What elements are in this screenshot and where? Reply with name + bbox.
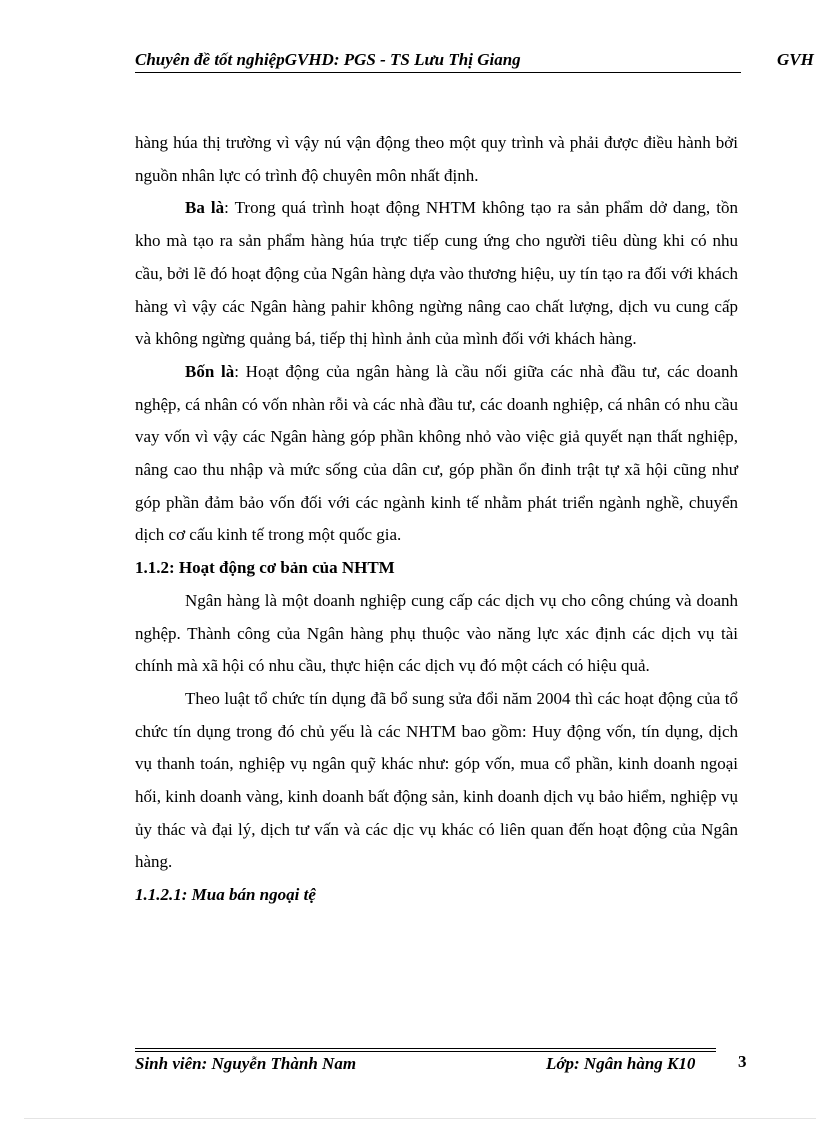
header-title: Chuyên đề tốt nghiệpGVHD: PGS - TS Lưu Thị Giang: [135, 50, 521, 69]
paragraph-bank-services: Ngân hàng là một doanh nghiệp cung cấp các dịch vụ cho công chúng và doanh nghệp. Thành công của Ngân hàng phụ thuộc vào năng lực xác định các dịch vụ tài chính mà xã hội có nhu cầu, thực hiện các dịch vụ đó một cách có hiệu quả.: [135, 590, 738, 676]
page-header: [135, 50, 816, 72]
section-heading-1-1-2: 1.1.2: Hoạt động cơ bản của NHTM: [135, 558, 395, 578]
document-body: [135, 127, 738, 912]
paragraph-ba-la: [135, 192, 738, 356]
section-heading-1-1-2-1: 1.1.2.1: Mua bán ngoại tệ: [135, 885, 316, 905]
footer-rule-top: [135, 1048, 716, 1049]
paragraph-lead: Ba là: [185, 198, 225, 218]
footer-class: Lớp: Ngân hàng K10: [546, 1054, 696, 1073]
page-number: 3: [738, 1052, 747, 1071]
paragraph-credit-law: Theo luật tổ chức tín dụng đã bổ sung sửa đổi năm 2004 thì các hoạt động của tổ chức tín dụng trong đó chủ yếu là các NHTM bao gồm: Huy động vốn, tín dụng, dịch vụ thanh toán, nghiệp vụ ngân quỹ khác như: góp vốn, mua cổ phần, kinh doanh ngoại hối, kinh doanh vàng, kinh doanh bất động sản, kinh doanh dịch vụ bảo hiểm, nghiệp vụ ủy thác và đại lý, dịch tư vấn và các dịc vụ khác có liên quan đến hoạt động của Ngân hàng.: [135, 688, 738, 872]
paragraph-bon-la: [135, 356, 738, 552]
footer-rule-bottom: [135, 1051, 716, 1052]
footer-student: Sinh viên: Nguyễn Thành Nam: [135, 1054, 357, 1073]
header-rule: [135, 72, 741, 73]
paragraph-lead: Bốn là: [185, 361, 235, 381]
paragraph-continuation: hàng húa thị trường vì vậy nú vận động theo một quy trình và phải được điều hành bởi nguồn nhân lực có trình độ chuyên môn nhất định.: [135, 133, 738, 185]
header-right-label: GVH: [777, 50, 814, 69]
paragraph-text: : Trong quá trình hoạt động NHTM không tạo ra sản phẩm dở dang, tồn kho mà tạo ra sản phẩm hàng húa trực tiếp cung ứng cho người tiêu dùng khi có nhu cầu, bởi lẽ đó hoạt động của Ngân hàng dựa vào thương hiệu, uy tín tạo ra đối với khách hàng vì vậy các Ngân hàng pahir không ngừng nâng cao chất lượng, dịch vu cung cấp và không ngừng quảng bá, tiếp thị hình ảnh của mình đối với khách hàng.: [135, 198, 738, 349]
page-footer: [135, 1054, 755, 1078]
page-edge-line: [24, 1118, 816, 1119]
paragraph-text: : Hoạt động của ngân hàng là cầu nối giữa các nhà đầu tư, các doanh nghệp, cá nhân có vốn nhàn rỗi và các nhà đầu tư, các doanh nghiệp, cá nhân có nhu cầu vay vốn vì vậy các Ngân hàng góp phần không nhỏ vào việc giả quyết nạn thất nghiệp, nâng cao thu nhập và mức sống của dân cư, góp phần ổn đinh trật tự xã hội cũng như góp phần đảm bảo vốn đối với các ngành kinh tế nhằm phát triển ngành nghề, chuyển dịch cơ cấu kinh tế trong một quốc gia.: [135, 361, 738, 545]
